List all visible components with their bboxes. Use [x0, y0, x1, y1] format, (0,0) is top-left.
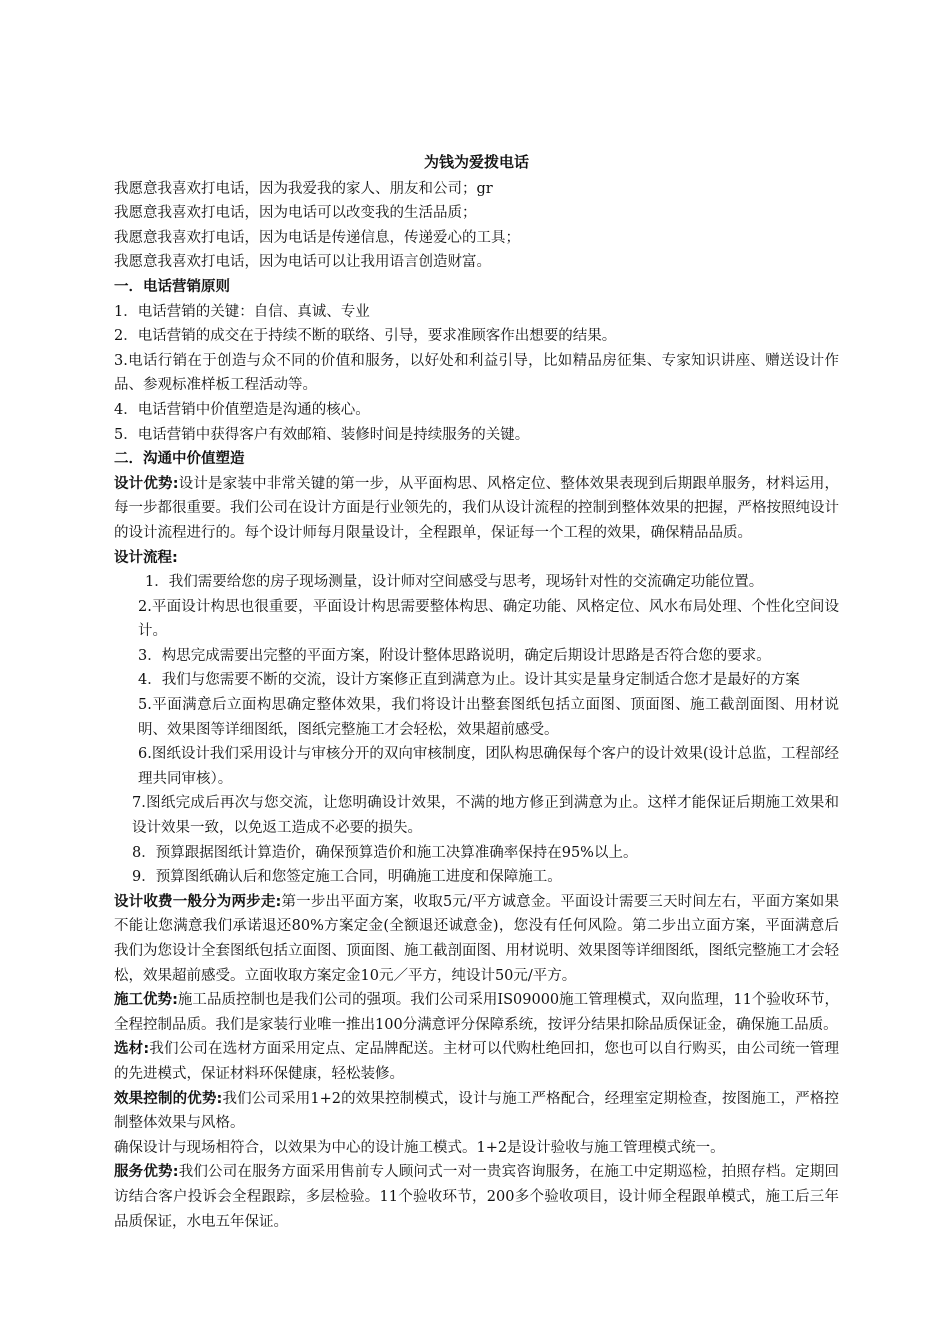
construction-paragraph	[114, 988, 839, 1037]
process-step: 9．预算图纸确认后和您签定施工合同，明确施工进度和保障施工。	[132, 869, 562, 886]
principle-item: 2．电话营销的成交在于持续不断的联络、引导，要求准顾客作出想要的结果。	[114, 328, 617, 345]
process-step: 4．我们与您需要不断的交流，设计方案修正直到满意为止。设计其实是量身定制适合您才是最好的方案	[138, 672, 800, 689]
design-fee-paragraph	[114, 890, 839, 988]
intro-line: 我愿意我喜欢打电话，因为我爱我的家人、朋友和公司；gr	[114, 180, 493, 197]
construction-text: 施工品质控制也是我们公司的强项。我们公司采用IS09000施工管理模式，双向监理，11个验收环节，全程控制品质。我们是家装行业唯一推出100分满意评分保障系统，按评分结果扣除品质保证金，确保施工品质。	[114, 992, 839, 1033]
process-step: 5.平面满意后立面构思确定整体效果，我们将设计出整套图纸包括立面图、顶面图、施工截剖面图、用材说明、效果图等详细图纸，图纸完整施工才会轻松，效果超前感受。	[138, 697, 839, 738]
service-paragraph	[114, 1160, 839, 1234]
process-step: 2.平面设计构思也很重要，平面设计构思需要整体构思、确定功能、风格定位、风水布局处理、个性化空间设计。	[138, 598, 839, 640]
effect-text: 我们公司采用1+2的效果控制模式，设计与施工严格配合，经理室定期检查，按图施工，严格控制整体效果与风格。	[114, 1090, 839, 1132]
design-process-label: 设计流程:	[114, 549, 178, 566]
service-text: 我们公司在服务方面采用售前专人顾问式一对一贵宾咨询服务，在施工中定期巡检，拍照存档。定期回访结合客户投诉会全程跟踪，多层检验。11个验收环节，200多个验收项目，设计师全程跟单模式，施工后三年品质保证，水电五年保证。	[114, 1164, 839, 1230]
process-step: 1．我们需要给您的房子现场测量，设计师对空间感受与思考，现场针对性的交流确定功能位置。	[145, 574, 764, 591]
design-fee-text: 第一步出平面方案，收取5元/平方诚意金。平面设计需要三天时间左右，平面方案如果不能让您满意我们承诺退还80%方案定金(全额退还诚意金)，您没有任何风险。第二步出立面方案，平面满意后我们为您设计全套图纸包括立面图、顶面图、施工截剖面图、用材说明、效果图等详细图纸，图纸完整施工才会轻松，效果超前感受。立面收取方案定金10元／平方，纯设计50元/平方。	[114, 893, 839, 984]
process-step: 7.图纸完成后再次与您交流，让您明确设计效果，不满的地方修正到满意为止。这样才能保证后期施工效果和设计效果一致，以免返工造成不必要的损失。	[132, 795, 839, 837]
service-label: 服务优势:	[114, 1164, 179, 1181]
design-advantage-label: 设计优势:	[114, 475, 179, 492]
principle-item: 5．电话营销中获得客户有效邮箱、装修时间是持续服务的关键。	[114, 426, 530, 443]
effect-label: 效果控制的优势:	[114, 1090, 223, 1107]
principle-item: 3.电话行销在于创造与众不同的价值和服务，以好处和利益引导，比如精品房征集、专家知识讲座、赠送设计作品、参观标准样板工程活动等。	[114, 352, 839, 394]
intro-line: 我愿意我喜欢打电话，因为电话可以改变我的生活品质；	[114, 205, 477, 222]
section-heading-principles: 一．电话营销原则	[114, 278, 230, 295]
materials-text: 我们公司在选材方面采用定点、定品牌配送。主材可以代购杜绝回扣，您也可以自行购买，由公司统一管理的先进模式，保证材料环保健康，轻松装修。	[114, 1041, 839, 1082]
design-advantage-paragraph	[114, 472, 839, 546]
effect-note: 确保设计与现场相符合，以效果为中心的设计施工模式。1+2是设计验收与施工管理模式统一。	[114, 1139, 725, 1156]
process-step: 3．构思完成需要出完整的平面方案，附设计整体思路说明，确定后期设计思路是否符合您的要求。	[138, 647, 771, 664]
materials-paragraph	[114, 1037, 839, 1086]
design-fee-label: 设计收费一般分为两步走:	[114, 893, 282, 910]
construction-label: 施工优势:	[114, 992, 178, 1009]
materials-label: 选材:	[114, 1041, 150, 1058]
process-step: 6.图纸设计我们采用设计与审核分开的双向审核制度，团队构思确保每个客户的设计效果(设计总监，工程部经理共同审核）。	[138, 746, 839, 787]
principle-item: 4．电话营销中价值塑造是沟通的核心。	[114, 401, 370, 418]
intro-line: 我愿意我喜欢打电话，因为电话是传递信息，传递爱心的工具；	[114, 229, 520, 246]
design-advantage-text: 设计是家装中非常关键的第一步，从平面构思、风格定位、整体效果表现到后期跟单服务，材料运用，每一步都很重要。我们公司在设计方面是行业领先的，我们从设计流程的控制到整体效果的把握，严格按照纯设计的设计流程进行的。每个设计师每月限量设计，全程跟单，保证每一个工程的效果，确保精品品质。	[114, 475, 839, 541]
process-step: 8．预算跟据图纸计算造价，确保预算造价和施工决算准确率保持在95%以上。	[132, 844, 638, 861]
section-heading-value: 二．沟通中价值塑造	[114, 451, 245, 468]
intro-line: 我愿意我喜欢打电话，因为电话可以让我用语言创造财富。	[114, 254, 491, 271]
principle-item: 1．电话营销的关键：自信、真诚、专业	[114, 303, 370, 320]
document-body	[114, 150, 839, 1234]
effect-paragraph	[114, 1087, 839, 1136]
document-title: 为钱为爱拨电话	[423, 153, 529, 171]
